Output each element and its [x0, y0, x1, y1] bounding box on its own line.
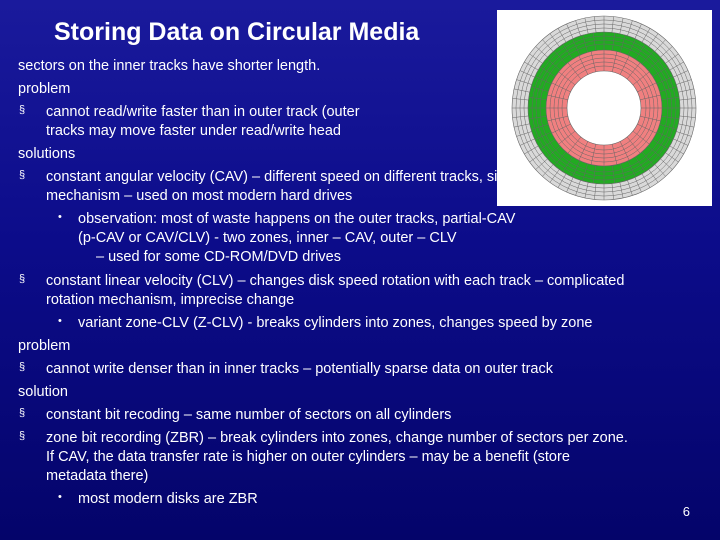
text-line: solutions — [18, 146, 76, 162]
page-number: 6 — [682, 504, 690, 519]
dot-bullet: • — [58, 211, 62, 223]
text-line: mechanism – used on most modern hard drives — [46, 188, 353, 204]
text-line: metadata there) — [46, 468, 149, 484]
text-line: constant bit recoding – same number of sectors on all cylinders — [46, 407, 452, 423]
text-line: variant zone-CLV (Z-CLV) - breaks cylinders into zones, changes speed by zone — [78, 315, 593, 331]
text-line: most modern disks are ZBR — [78, 491, 258, 507]
text-line: constant linear velocity (CLV) – changes disk speed rotation with each track – complicated — [46, 273, 625, 289]
text-line: cannot read/write faster than in outer track (outer — [46, 104, 360, 120]
dot-bullet: • — [58, 315, 62, 327]
text-line: constant angular velocity (CAV) – different speed on different tracks, simple — [46, 169, 529, 185]
slide-title: Storing Data on Circular Media — [54, 18, 420, 46]
square-bullet: § — [19, 169, 26, 181]
square-bullet: § — [19, 407, 26, 419]
text-line: tracks may move faster under read/write head — [46, 123, 341, 139]
text-line: observation: most of waste happens on the outer tracks, partial-CAV — [78, 211, 516, 227]
square-bullet: § — [19, 361, 26, 373]
dot-bullet: • — [58, 491, 62, 503]
disk-zones-diagram — [497, 10, 712, 206]
text-line: problem — [18, 338, 71, 354]
text-line: problem — [18, 81, 71, 97]
square-bullet: § — [19, 273, 26, 285]
text-line: rotation mechanism, imprecise change — [46, 292, 295, 308]
text-line: If CAV, the data transfer rate is higher on outer cylinders – may be a benefit (store — [46, 449, 570, 465]
text-line: solution — [18, 384, 68, 400]
square-bullet: § — [19, 430, 26, 442]
hub — [567, 71, 641, 145]
text-line: sectors on the inner tracks have shorter length. — [18, 58, 321, 74]
text-line: zone bit recording (ZBR) – break cylinders into zones, change number of sectors per zone. — [46, 430, 628, 446]
text-line: – used for some CD-ROM/DVD drives — [96, 249, 341, 265]
text-line: (p-CAV or CAV/CLV) - two zones, inner – CAV, outer – CLV — [78, 230, 457, 246]
square-bullet: § — [19, 104, 26, 116]
disk-zones-figure — [497, 10, 712, 206]
text-line: cannot write denser than in inner tracks – potentially sparse data on outer track — [46, 361, 553, 377]
